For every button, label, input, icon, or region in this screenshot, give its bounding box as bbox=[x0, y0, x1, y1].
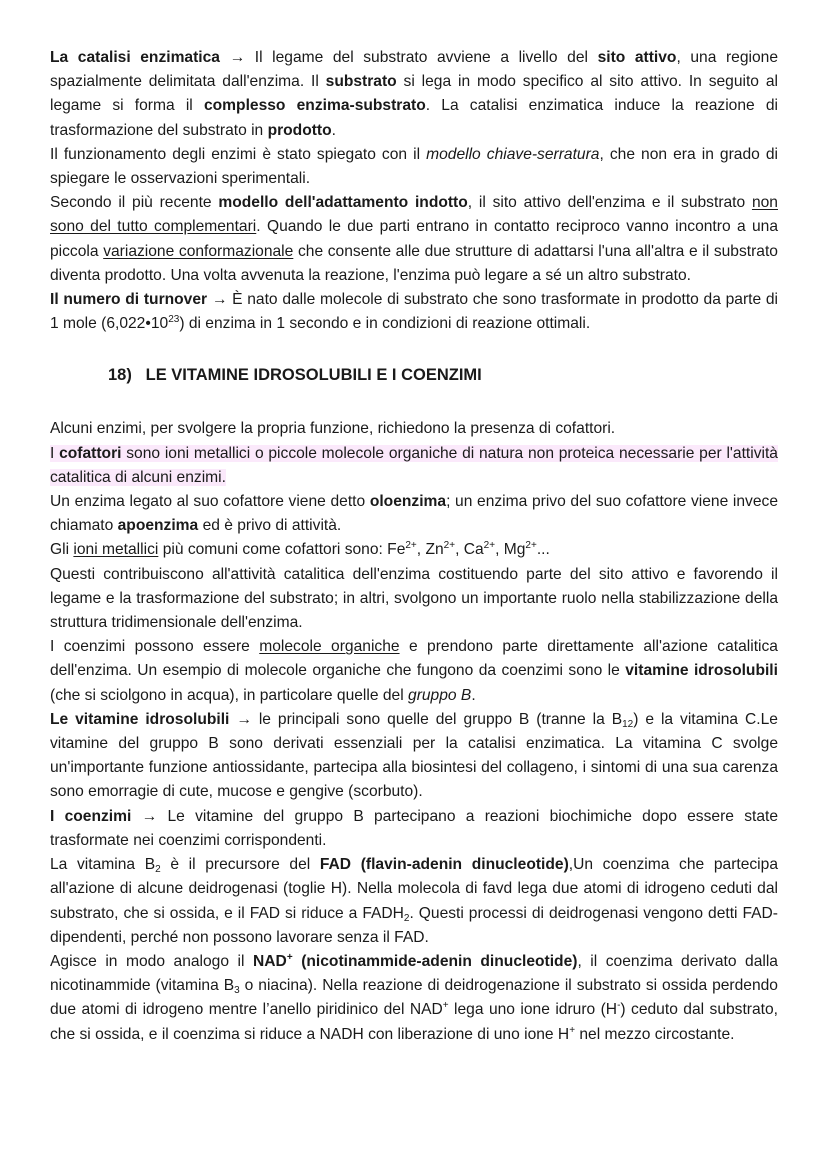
paragraph-cofattori-highlight bbox=[50, 442, 778, 490]
term-nad: NAD+ bbox=[253, 951, 293, 970]
term-fad-full: (flavin-adenin dinucleotide) bbox=[360, 856, 569, 874]
paragraph-vitamine-idrosolubili: Le vitamine idrosolubili → le principali sono quelle del gruppo B (tranne la $B_{12}$) e la vitamina C.Le vitamine del gruppo B sono derivati essenziali per la catalisi enzimatica. La vitamina C svolge un'importante funzione antiossidante, partecipa alla biosintesi del collageno, i sintomi di una sua carenza sono emorragie di cute, mucose e gengive (scorbuto). bbox=[50, 710, 778, 801]
document-page bbox=[50, 46, 778, 1047]
term-gruppo-b: gruppo B bbox=[408, 686, 472, 704]
term-cofattori: cofattori bbox=[59, 444, 122, 462]
term-i-coenzimi: I coenzimi bbox=[50, 807, 132, 825]
term-modello-chiave-serratura: modello chiave-serratura bbox=[426, 145, 600, 163]
term-sito-attivo: sito attivo bbox=[597, 49, 677, 66]
paragraph-turnover: Il numero di turnover → È nato dalle molecole di substrato che sono trasformate in prodotto da parte di 1 mole $(6,022•10^{23})$ di enzima in 1 secondo e in condizioni di reazione ottimali. bbox=[50, 291, 778, 333]
term-numero-turnover: Il numero di turnover bbox=[50, 291, 208, 309]
paragraph-coenzimi: I coenzimi → Le vitamine del gruppo B partecipano a reazioni biochimiche dopo essere state trasformate nei coenzimi corrispondenti. bbox=[50, 807, 779, 849]
term-catalisi-enzimatica: La catalisi enzimatica bbox=[50, 49, 220, 66]
paragraph-ioni-metallici: Gli ioni metallici più comuni come cofattori sono: $Fe^{2+}$, $Zn^{2+}$, $Ca^{2+}$, $Mg^{2+}$... bbox=[50, 540, 550, 559]
underlined-variazione: variazione conformazionale bbox=[103, 242, 294, 260]
term-substrato: substrato bbox=[325, 73, 397, 91]
highlighted-definition: I cofattori sono ioni metallici o piccole molecole organiche di natura non proteica necessarie per l'attività catalitica di alcuni enzimi. bbox=[50, 444, 778, 486]
underlined-ioni-metallici: ioni metallici bbox=[73, 541, 159, 559]
term-complesso: complesso enzima-substrato bbox=[203, 97, 426, 115]
term-nad-full: (nicotinammide-adenin dinucleotide) bbox=[301, 952, 578, 970]
arrow-symbol: → bbox=[229, 49, 246, 66]
term-apoenzima: apoenzima bbox=[117, 517, 199, 535]
term-prodotto: prodotto bbox=[267, 121, 332, 139]
paragraph-nad: Agisce in modo analogo il NAD+ (nicotinammide-adenin dinucleotide), il coenzima derivato dalla nicotinammide (vitamina $B_3$ o niacina). Nella reazione di deidrogenazione il substrato si ossida perdendo due atomi di idrogeno mentre l’anello piridinico del NAD+ lega uno ione idruro (H-) ceduto dal substrato, che si ossida, e il coenzima si riduce a NADH con liberazione di uno ione H+ nel mezzo circostante. bbox=[50, 951, 779, 1043]
section-title: LE VITAMINE IDROSOLUBILI E I COENZIMI bbox=[145, 366, 482, 385]
paragraph-fad: La vitamina $B_2$ è il precursore del FAD (flavin-adenin dinucleotide),Un coenzima che partecipa all'azione di alcune deidrogenasi (toglie H). Nella molecola di favd lega due atomi di idrogeno ceduti dal substrato, che si ossida, e il FAD si riduce a $FADH_2$. Questi processi di deidrogenasi vengono detti FAD-dipendenti, perché non possono lavorare senza il FAD. bbox=[50, 856, 778, 946]
term-fad: FAD bbox=[319, 856, 352, 874]
underlined-molecole-organiche: molecole organiche bbox=[259, 638, 400, 656]
paragraph-contributo: Questi contribuiscono all'attività catalitica dell'enzima costituendo parte del sito attivo e favorendo il legame e la trasformazione del substrato; in altri, svolgono un importante ruolo nella stabilizzazione della struttura tridimensionale dell'enzima. bbox=[50, 565, 778, 632]
term-adattamento-indotto: modello dell'adattamento indotto bbox=[218, 194, 468, 212]
paragraph-oloenzima: Un enzima legato al suo cofattore viene detto oloenzima; un enzima privo del suo cofattore viene invece chiamato apoenzima ed è privo di attività. bbox=[50, 493, 778, 535]
paragraph-adattamento-indotto: Secondo il più recente modello dell'adattamento indotto, il sito attivo dell'enzima e il substrato non sono del tutto complementari. Quando le due parti entrano in contatto reciproco vanno incontro a una piccola variazione conformazionale che consente alle due strutture di adattarsi l'una all'altra e il substrato diventa prodotto. Una volta avvenuta la reazione, l'enzima può legare a sé un altro substrato. bbox=[50, 194, 778, 284]
term-le-vitamine-idrosolubili: Le vitamine idrosolubili bbox=[50, 710, 230, 728]
section-heading bbox=[108, 363, 778, 387]
section-number: 18) bbox=[108, 366, 132, 385]
paragraph-chiave-serratura: Il funzionamento degli enzimi è stato spiegato con il modello chiave-serratura, che non era in grado di spiegare le osservazioni sperimentali. bbox=[50, 145, 778, 188]
term-oloenzima: oloenzima bbox=[369, 493, 447, 511]
paragraph-catalisi: La catalisi enzimatica → Il legame del substrato avviene a livello del sito attivo, una regione spazialmente delimitata dall'enzima. Il substrato si lega in modo specifico al sito attivo. In seguito al legame si forma il complesso enzima-substrato. La catalisi enzimatica induce la reazione di trasformazione del substrato in prodotto. bbox=[50, 49, 779, 139]
underlined-non-complementari: non sono del tutto complementari bbox=[50, 194, 778, 236]
term-vitamine-idrosolubili: vitamine idrosolubili bbox=[625, 662, 778, 680]
paragraph-intro-cofattori: Alcuni enzimi, per svolgere la propria funzione, richiedono la presenza di cofattori. bbox=[50, 420, 616, 438]
paragraph-coenzimi-organici: I coenzimi possono essere molecole organiche e prendono parte direttamente all'azione catalitica dell'enzima. Un esempio di molecole organiche che fungono da coenzimi sono le vitamine idrosolubili (che si sciolgono in acqua), in particolare quelle del gruppo B. bbox=[50, 638, 778, 704]
